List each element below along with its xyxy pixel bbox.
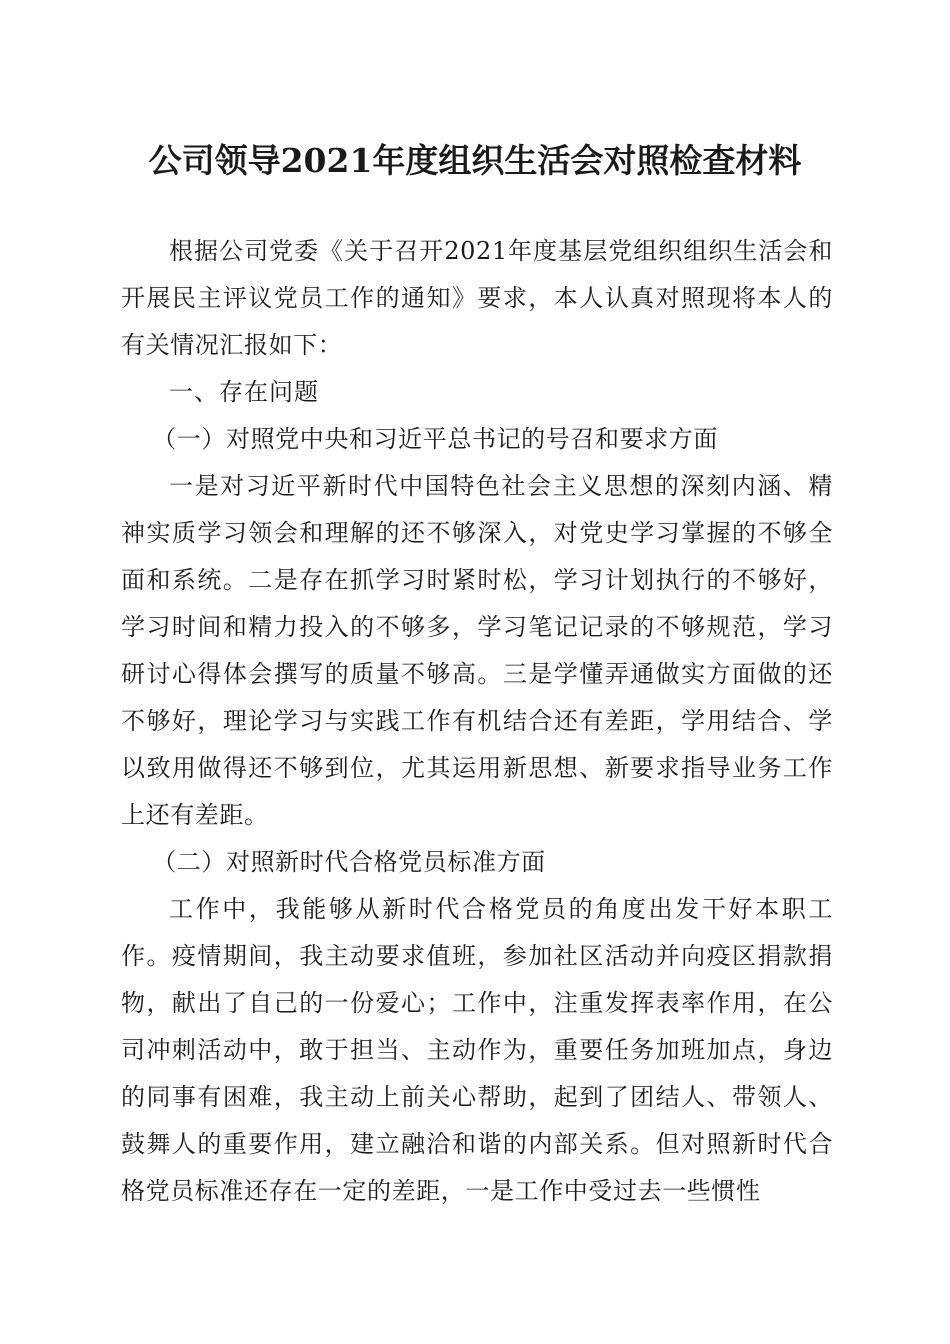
document-title: 公司领导2021年度组织生活会对照检查材料: [148, 141, 802, 180]
document-body: [121, 228, 833, 1215]
subsection-heading-1: （一）对照党中央和习近平总书记的号召和要求方面: [152, 425, 718, 453]
subsection-body-1: 一是对习近平新时代中国特色社会主义思想的深刻内涵、精神实质学习领会和理解的还不够深入，对党史学习掌握的不够全面和系统。二是存在抓学习时紧时松，学习计划执行的不够好，学习时间和精力投入的不够多，学习笔记记录的不够规范，学习研讨心得体会撰写的质量不够高。三是学懂弄通做实方面做的还不够好，理论学习与实践工作有机结合还有差距，学用结合、学以致用做得还不够到位，尤其运用新思想、新要求指导业务工作上还有差距。: [121, 472, 833, 829]
subsection-body-2: 工作中，我能够从新时代合格党员的角度出发干好本职工作。疫情期间，我主动要求值班，参加社区活动并向疫区捐款捐物，献出了自己的一份爱心；工作中，注重发挥表率作用，在公司冲刺活动中，敢于担当、主动作为，重要任务加班加点，身边的同事有困难，我主动上前关心帮助，起到了团结人、带领人、鼓舞人的重要作用，建立融洽和谐的内部关系。但对照新时代合格党员标准还存在一定的差距，一是工作中受过去一些惯性: [121, 895, 833, 1205]
intro-paragraph: 根据公司党委《关于召开2021年度基层党组织组织生活会和开展民主评议党员工作的通知》要求，本人认真对照现将本人的有关情况汇报如下：: [121, 237, 833, 359]
subsection-heading-2: （二）对照新时代合格党员标准方面: [152, 848, 546, 876]
section-heading-problems: 一、存在问题: [169, 378, 319, 406]
